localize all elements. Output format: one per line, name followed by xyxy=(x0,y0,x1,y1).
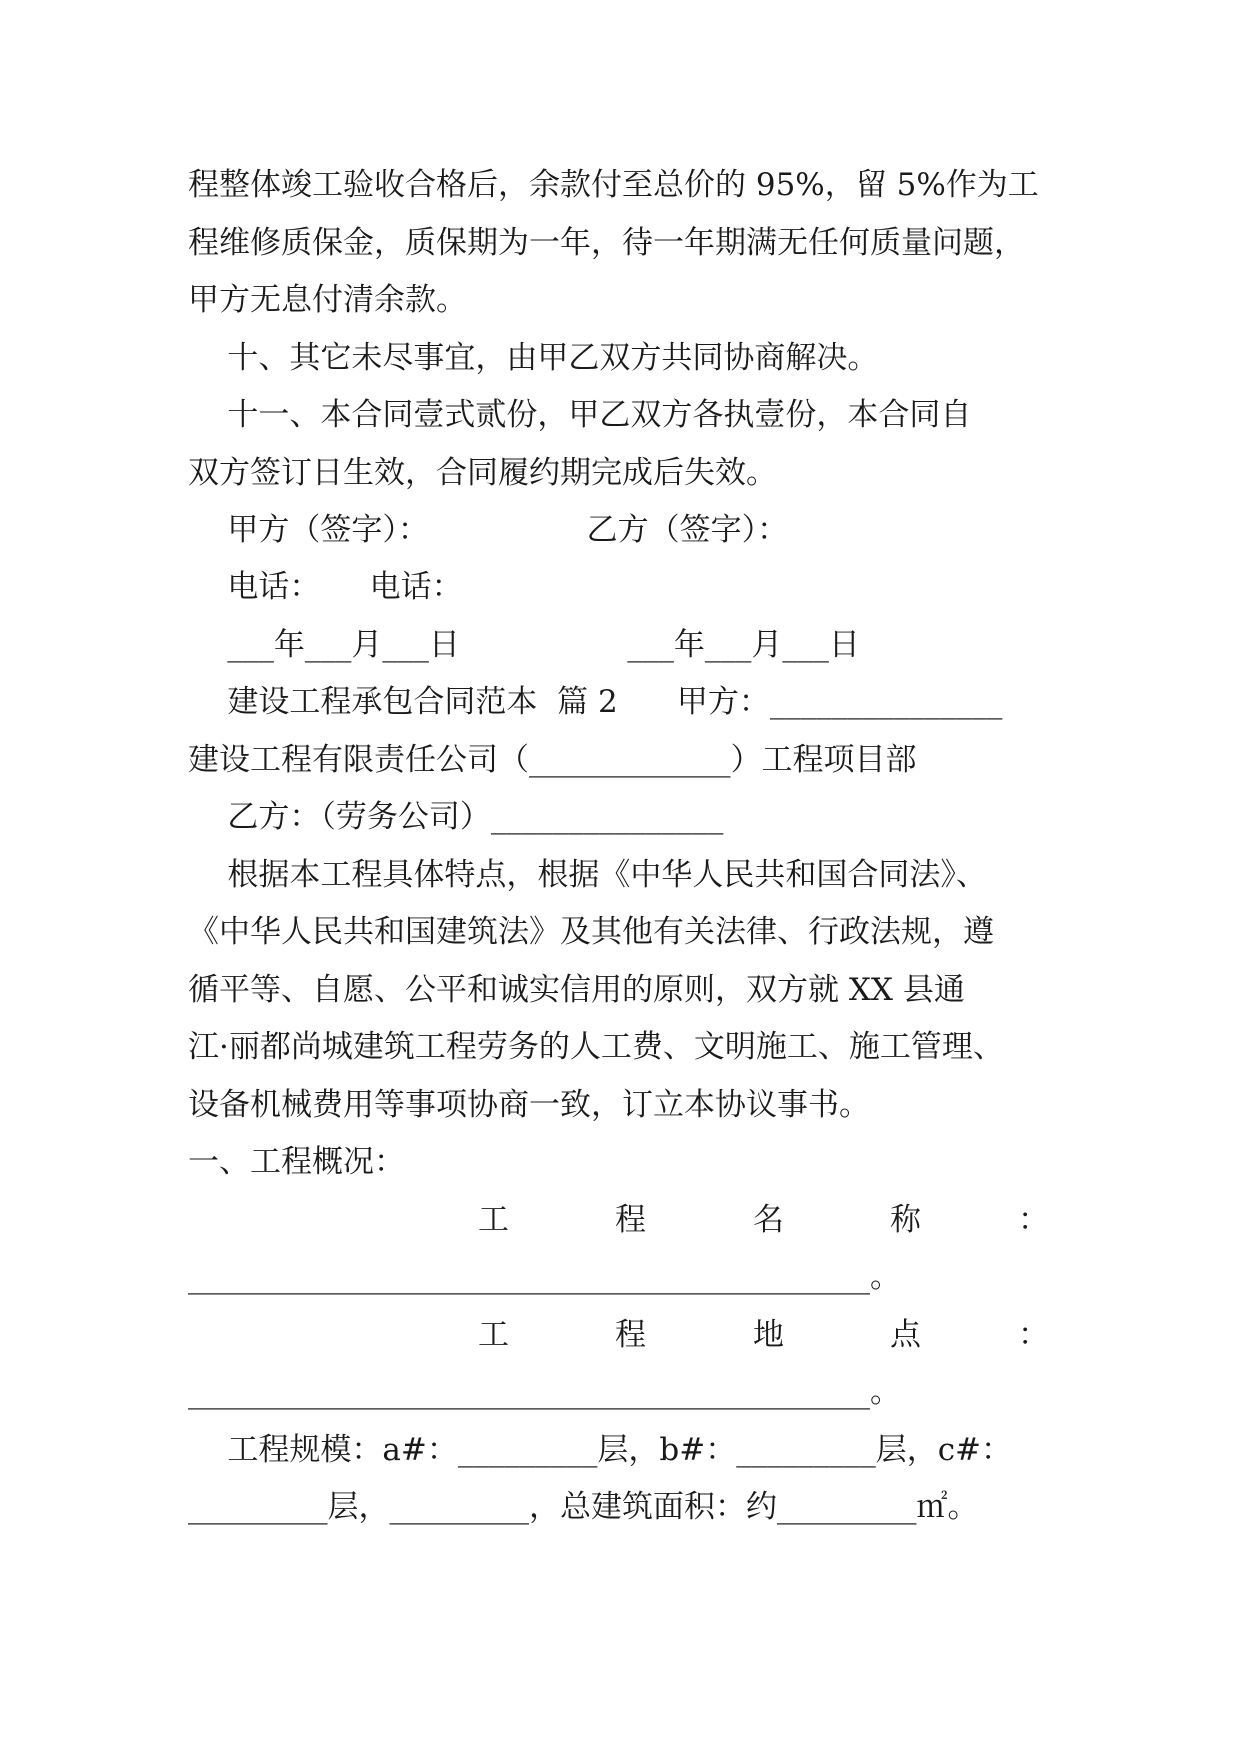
clause-eleven-line-1: 十一、本合同壹式贰份，甲乙双方各执壹份，本合同自 xyxy=(188,397,972,433)
paragraph-line-1: 程整体竣工验收合格后，余款付至总价的 95%，留 5%作为工 xyxy=(188,167,1039,203)
project-location-char: 程 xyxy=(615,1317,646,1353)
paragraph-line-2: 程维修质保金，质保期为一年，待一年期满无任何质量问题， xyxy=(188,225,1025,261)
phone-line: 电话： 电话： xyxy=(188,569,463,605)
party-b-line: 乙方：（劳务公司）_______________ xyxy=(188,799,724,835)
project-name-char: 工 xyxy=(478,1202,509,1238)
preamble-line-2: 《中华人民共和国建筑法》及其他有关法律、行政法规，遵 xyxy=(188,914,994,950)
project-scale-line-2: _________层，_________，总建筑面积：约_________㎡。 xyxy=(188,1489,979,1525)
signature-line: 甲方（签字）： 乙方（签字）： xyxy=(188,512,789,548)
project-name-char: ： xyxy=(1018,1202,1049,1238)
date-line: ___年___月___日 ___年___月___日 xyxy=(188,627,860,663)
project-name-char: 程 xyxy=(615,1202,646,1238)
contract-title-line: 建设工程承包合同范本 篇 2 甲方：_______________ xyxy=(188,684,1003,720)
project-location-char: 地 xyxy=(753,1317,784,1353)
project-location-blank: ____________________________________________。 xyxy=(188,1374,901,1410)
section-heading: 一、工程概况： xyxy=(188,1144,405,1180)
project-name-char: 称 xyxy=(890,1202,921,1238)
preamble-line-5: 设备机械费用等事项协商一致，订立本协议事书。 xyxy=(188,1087,870,1123)
clause-ten: 十、其它未尽事宜，由甲乙双方共同协商解决。 xyxy=(188,340,879,376)
project-name-char: 名 xyxy=(753,1202,784,1238)
preamble-line-1: 根据本工程具体特点，根据《中华人民共和国合同法》、 xyxy=(188,857,987,893)
project-location-char: ： xyxy=(1018,1317,1049,1353)
clause-eleven-line-2: 双方签订日生效，合同履约期完成后失效。 xyxy=(188,455,777,491)
project-location-char: 点 xyxy=(890,1317,921,1353)
company-line: 建设工程有限责任公司（_____________）工程项目部 xyxy=(188,742,917,778)
paragraph-line-3: 甲方无息付清余款。 xyxy=(188,282,467,318)
project-name-blank: ____________________________________________。 xyxy=(188,1259,901,1295)
preamble-line-4: 江·丽都尚城建筑工程劳务的人工费、文明施工、施工管理、 xyxy=(188,1029,1004,1065)
project-scale-line-1: 工程规模：a#：_________层，b#：_________层，c#： xyxy=(188,1432,1013,1468)
project-location-char: 工 xyxy=(478,1317,509,1353)
preamble-line-3: 循平等、自愿、公平和诚实信用的原则，双方就 XX 县通 xyxy=(188,972,965,1008)
